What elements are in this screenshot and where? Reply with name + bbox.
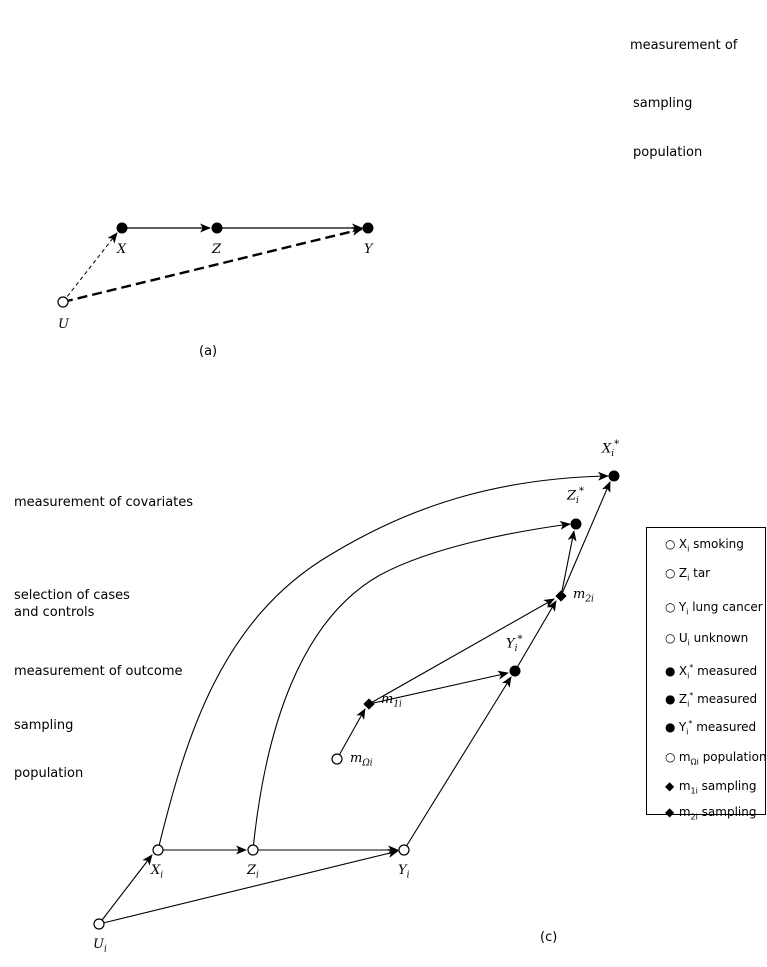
label-momega: $m_{\Omega i}$	[350, 751, 373, 769]
stage-label-sampling: sampling	[14, 718, 74, 733]
stage-label-outcome: measurement of outcome	[14, 664, 183, 679]
node-u	[58, 297, 68, 307]
edge-xi-xistar	[158, 476, 608, 850]
node-zi-star	[571, 519, 582, 530]
legend-item: ○ $U_i$ unknown	[665, 631, 749, 648]
label-m1i: $m_{1i}$	[381, 692, 402, 710]
legend-item: ● $Z_i^*$ measured	[665, 691, 758, 709]
node-yi-star	[510, 666, 521, 677]
legend-item: ● $Y_i^*$ measured	[665, 719, 757, 737]
stage-label-covariates: measurement of covariates	[14, 495, 194, 510]
label-u: U	[58, 317, 69, 332]
stage-label-selection-2: and controls	[14, 605, 95, 620]
edge-zi-zistar	[253, 524, 570, 850]
label-yi-star: $Y_i^*$	[506, 634, 523, 654]
label-xi-star: $X_i^*$	[602, 439, 620, 459]
legend-item: ● $X_i^*$ measured	[665, 663, 758, 681]
legend	[646, 527, 767, 822]
legend-item: ○ $Z_i$ tar	[665, 566, 711, 583]
node-zi	[248, 845, 258, 855]
node-yi	[399, 845, 409, 855]
edge-ui-xi	[99, 855, 152, 924]
caption-c: (c)	[540, 930, 558, 945]
node-xi-star	[609, 471, 620, 482]
label-x: X	[117, 242, 127, 257]
stage-label-population: population	[14, 766, 84, 781]
node-y	[363, 223, 374, 234]
edge-yi-yistar	[404, 677, 511, 850]
legend-item: ◆ $m_{1i}$ sampling	[665, 779, 757, 796]
label-zi-star: $Z_i^*$	[567, 486, 584, 506]
legend-item: ○ $X_i$ smoking	[665, 537, 744, 554]
stage-label-selection-1: selection of cases	[14, 588, 130, 603]
label-yi: $Y_i$	[398, 863, 410, 881]
label-xi: $X_i$	[151, 863, 164, 881]
label-z: Z	[212, 242, 222, 257]
label-y: Y	[364, 242, 373, 257]
legend-item: ◆ $m_{2i}$ sampling	[665, 805, 757, 822]
node-xi	[153, 845, 163, 855]
edge-u-y	[63, 229, 362, 302]
label-zi: $Z_i$	[247, 863, 259, 881]
stage-label-population-a: population	[633, 145, 703, 160]
legend-item: ○ $m_{\Omega i}$ population	[665, 750, 767, 767]
legend-item: ○ $Y_i$ lung cancer	[665, 600, 763, 617]
stage-label-measurement-a: measurement of	[630, 38, 738, 53]
label-ui: $U_i$	[93, 937, 107, 955]
stage-label-sampling-a: sampling	[633, 96, 693, 111]
caption-a: (a)	[199, 344, 218, 359]
node-z	[212, 223, 223, 234]
node-m1i	[363, 698, 374, 709]
label-m2i: $m_{2i}$	[573, 587, 594, 605]
node-momega	[332, 754, 342, 764]
node-m2i	[555, 590, 566, 601]
node-ui	[94, 919, 104, 929]
node-x	[117, 223, 128, 234]
edge-ui-yi	[99, 851, 398, 924]
